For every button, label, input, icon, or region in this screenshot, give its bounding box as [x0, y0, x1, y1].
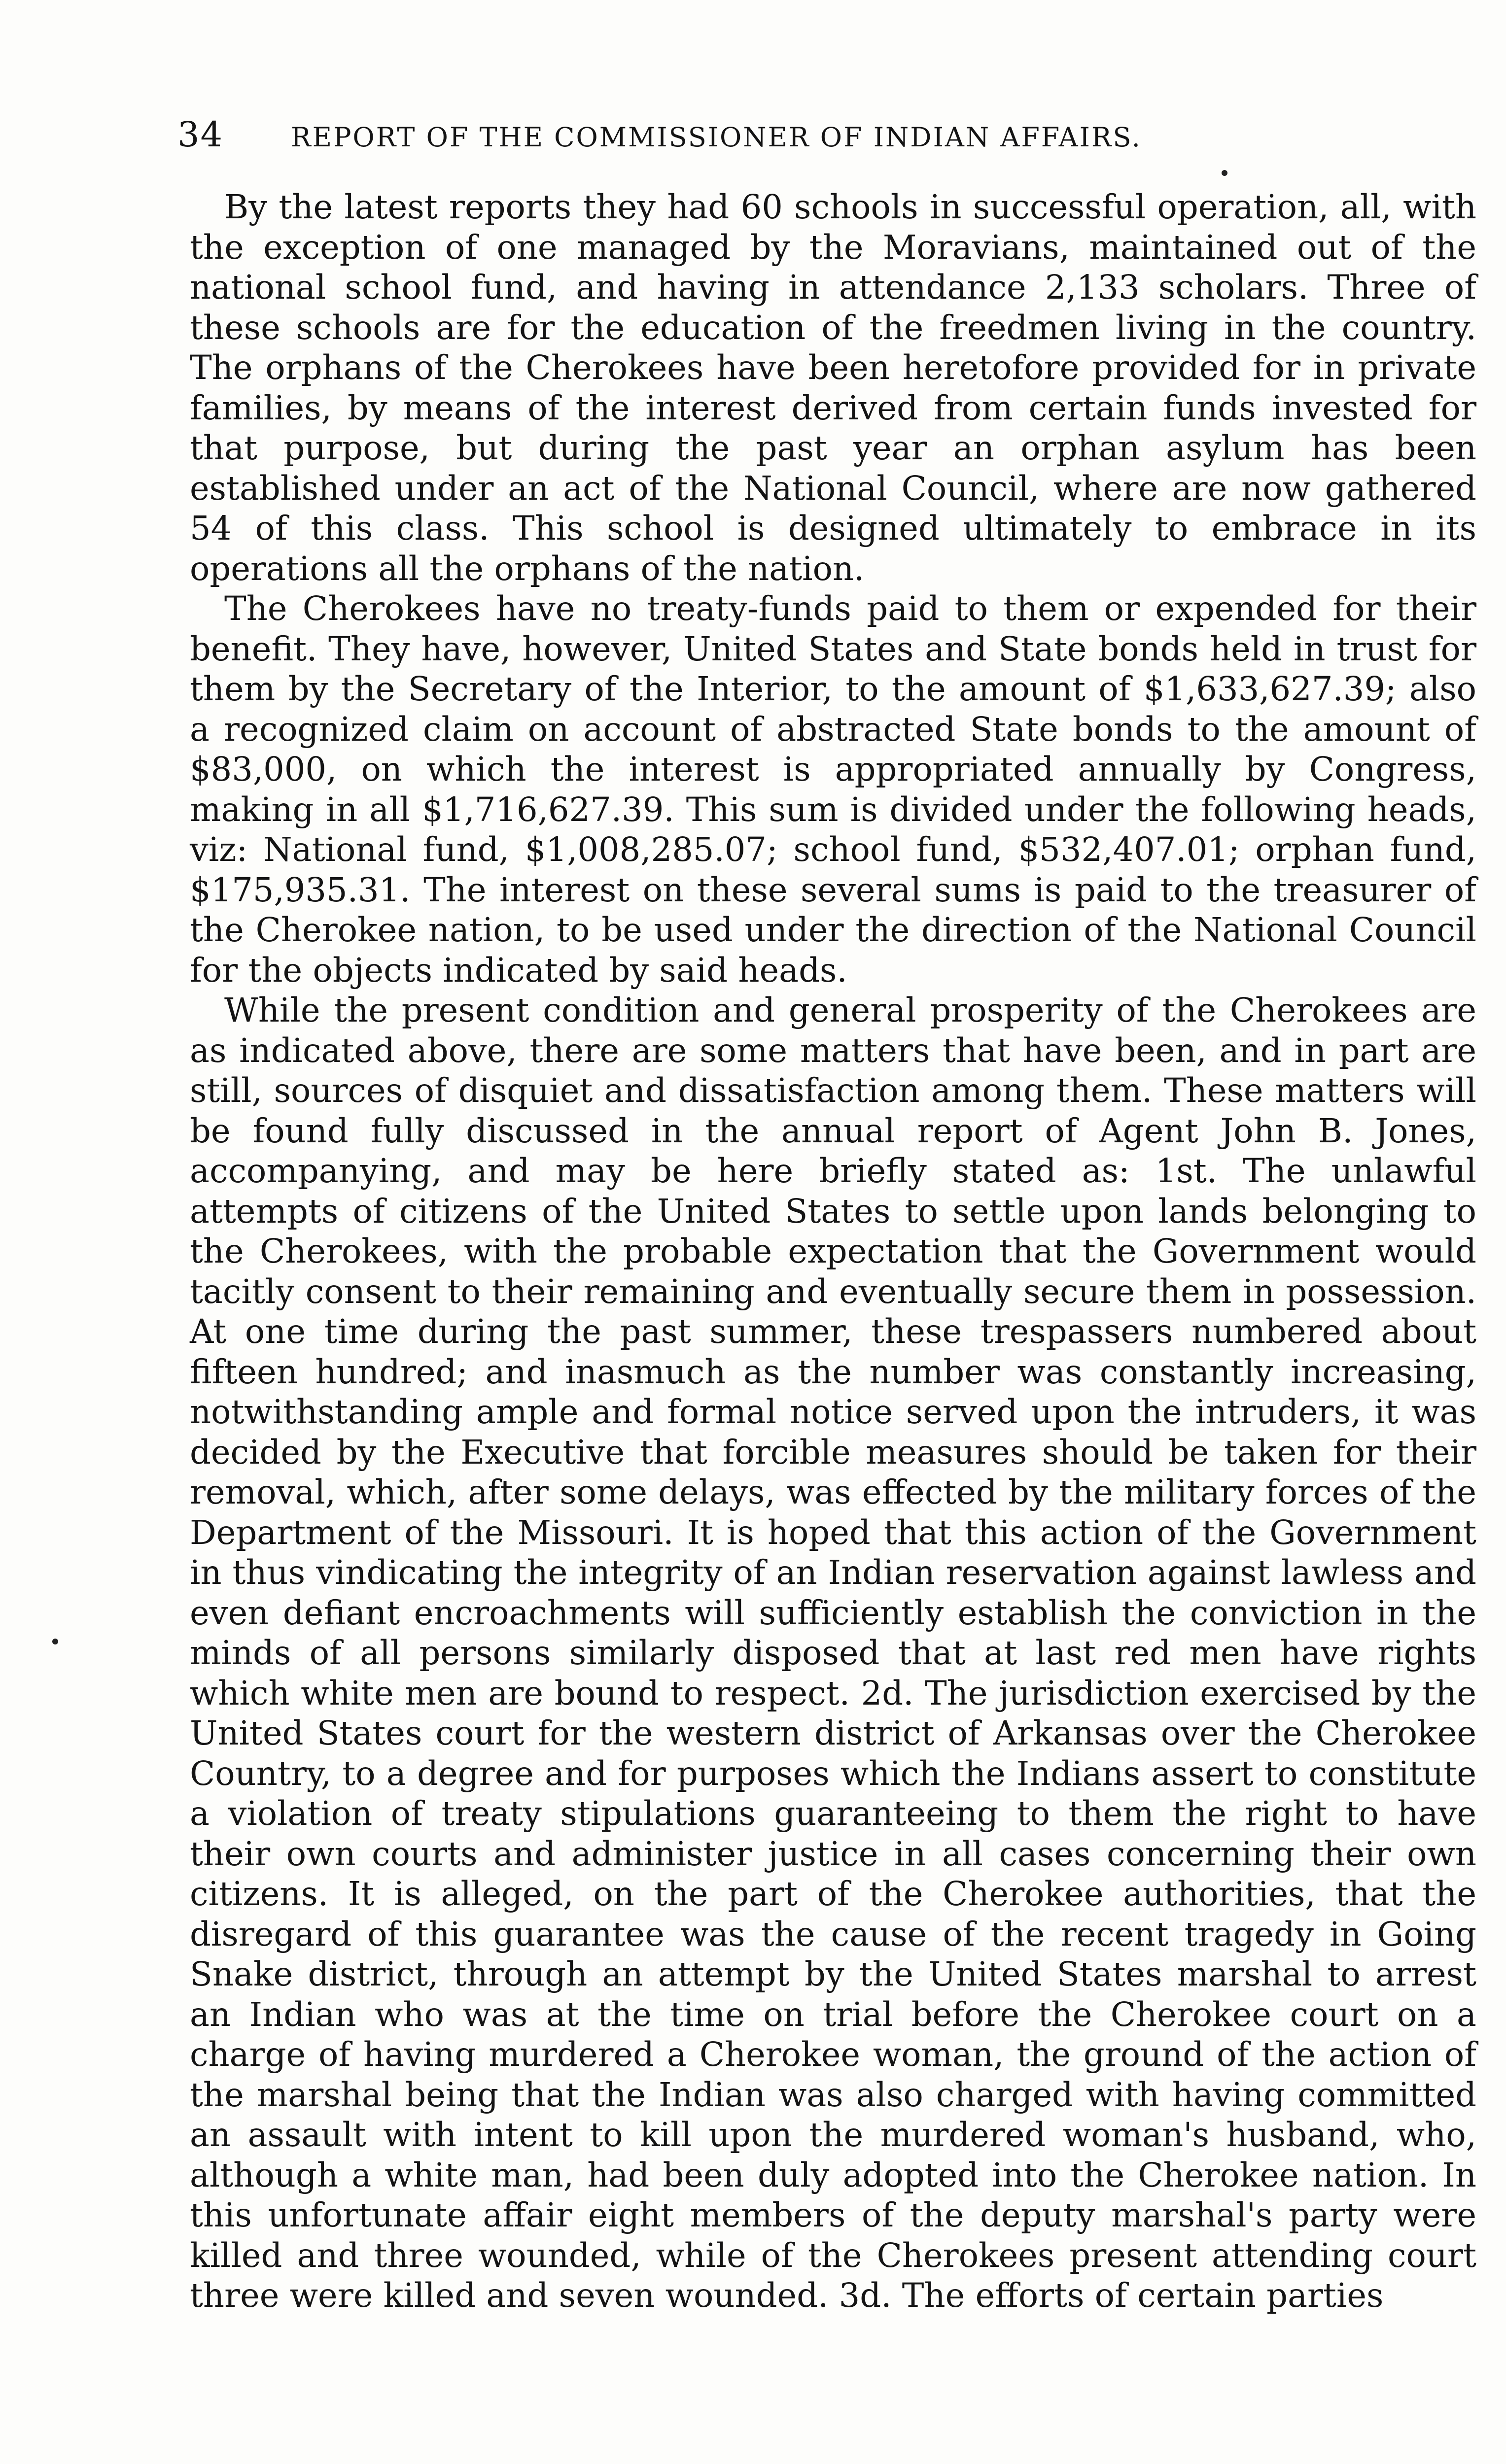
paragraph-disquiet: While the present condition and general prosperity of the Cherokees are as indicated above, there are some matters that have been, and in part are still, sources of disquiet and dissatisfaction among them. These matters will be found fully discussed in the annual report of Agent John B. Jones, accompanying, and may be here briefly stated as: 1st. The unlawful attempts of citizens of the United States to settle upon lands belonging to the Cherokees, with the probable expectation that the Government would tacitly consent to their remaining and eventually secure them in possession. At one time during the past summer, these trespassers numbered about fifteen hundred; and inasmuch as the number was constantly increasing, notwithstanding ample and formal notice served upon the intruders, it was decided by the Executive that forcible measures should be taken for their removal, which, after some delays, was effected by the military forces of the Department of the Missouri. It is hoped that this action of the Government in thus vindicating the integrity of an Indian reservation against lawless and even defiant encroachments will sufficiently establish the conviction in the minds of all persons similarly disposed that at last red men have rights which white men are bound to respect. 2d. The jurisdiction exercised by the United States court for the western district of Arkansas over the Cherokee Country, to a degree and for purposes which the Indians assert to constitute a violation of treaty stipulations guaranteeing to them the right to have their own courts and administer justice in all cases concerning their own citizens. It is alleged, on the part of the Cherokee authorities, that the disregard of this guarantee was the cause of the recent tragedy in Going Snake district, through an attempt by the United States marshal to arrest an Indian who was at the time on trial before the Cherokee court on a charge of having murdered a Cherokee woman, the ground of the action of the marshal being that the Indian was also charged with having committed an assault with intent to kill upon the murdered woman's husband, who, although a white man, had been duly adopted into the Cherokee nation. In this unfortunate affair eight members of the deputy marshal's party were killed and three wounded, while of the Cherokees present attending court three were killed and seven wounded. 3d. The efforts of certain parties [190, 991, 1476, 2315]
paragraph-schools: By the latest reports they had 60 schools in successful operation, all, with the exception of one managed by the Moravians, maintained out of the national school fund, and having in attendance 2,133 scholars. Three of these schools are for the education of the freedmen living in the country. The orphans of the Cherokees have been heretofore provided for in private families, by means of the interest derived from certain funds invested for that purpose, but during the past year an orphan asylum has been established under an act of the National Council, where are now gathered 54 of this class. This school is designed ultimately to embrace in its operations all the orphans of the nation. [190, 188, 1476, 588]
print-speck [1222, 170, 1227, 176]
page-number: 34 [177, 114, 224, 155]
page-header [177, 114, 1361, 169]
print-speck [52, 1639, 58, 1644]
body-text [190, 187, 1476, 2316]
paragraph-funds: The Cherokees have no treaty-funds paid to them or expended for their benefit. They have, however, United States and State bonds held in trust for them by the Secretary of the Interior, to the amount of $1,633,627.39; also a recognized claim on account of abstracted State bonds to the amount of $83,000, on which the interest is appropriated annually by Congress, making in all $1,716,627.39. This sum is divided under the following heads, viz: National fund, $1,008,285.07; school fund, $532,407.01; orphan fund, $175,935.31. The interest on these several sums is paid to the treasurer of the Cherokee nation, to be used under the direction of the National Council for the objects indicated by said heads. [190, 589, 1476, 990]
running-title: REPORT OF THE COMMISSIONER OF INDIAN AFFAIRS. [291, 122, 1142, 153]
